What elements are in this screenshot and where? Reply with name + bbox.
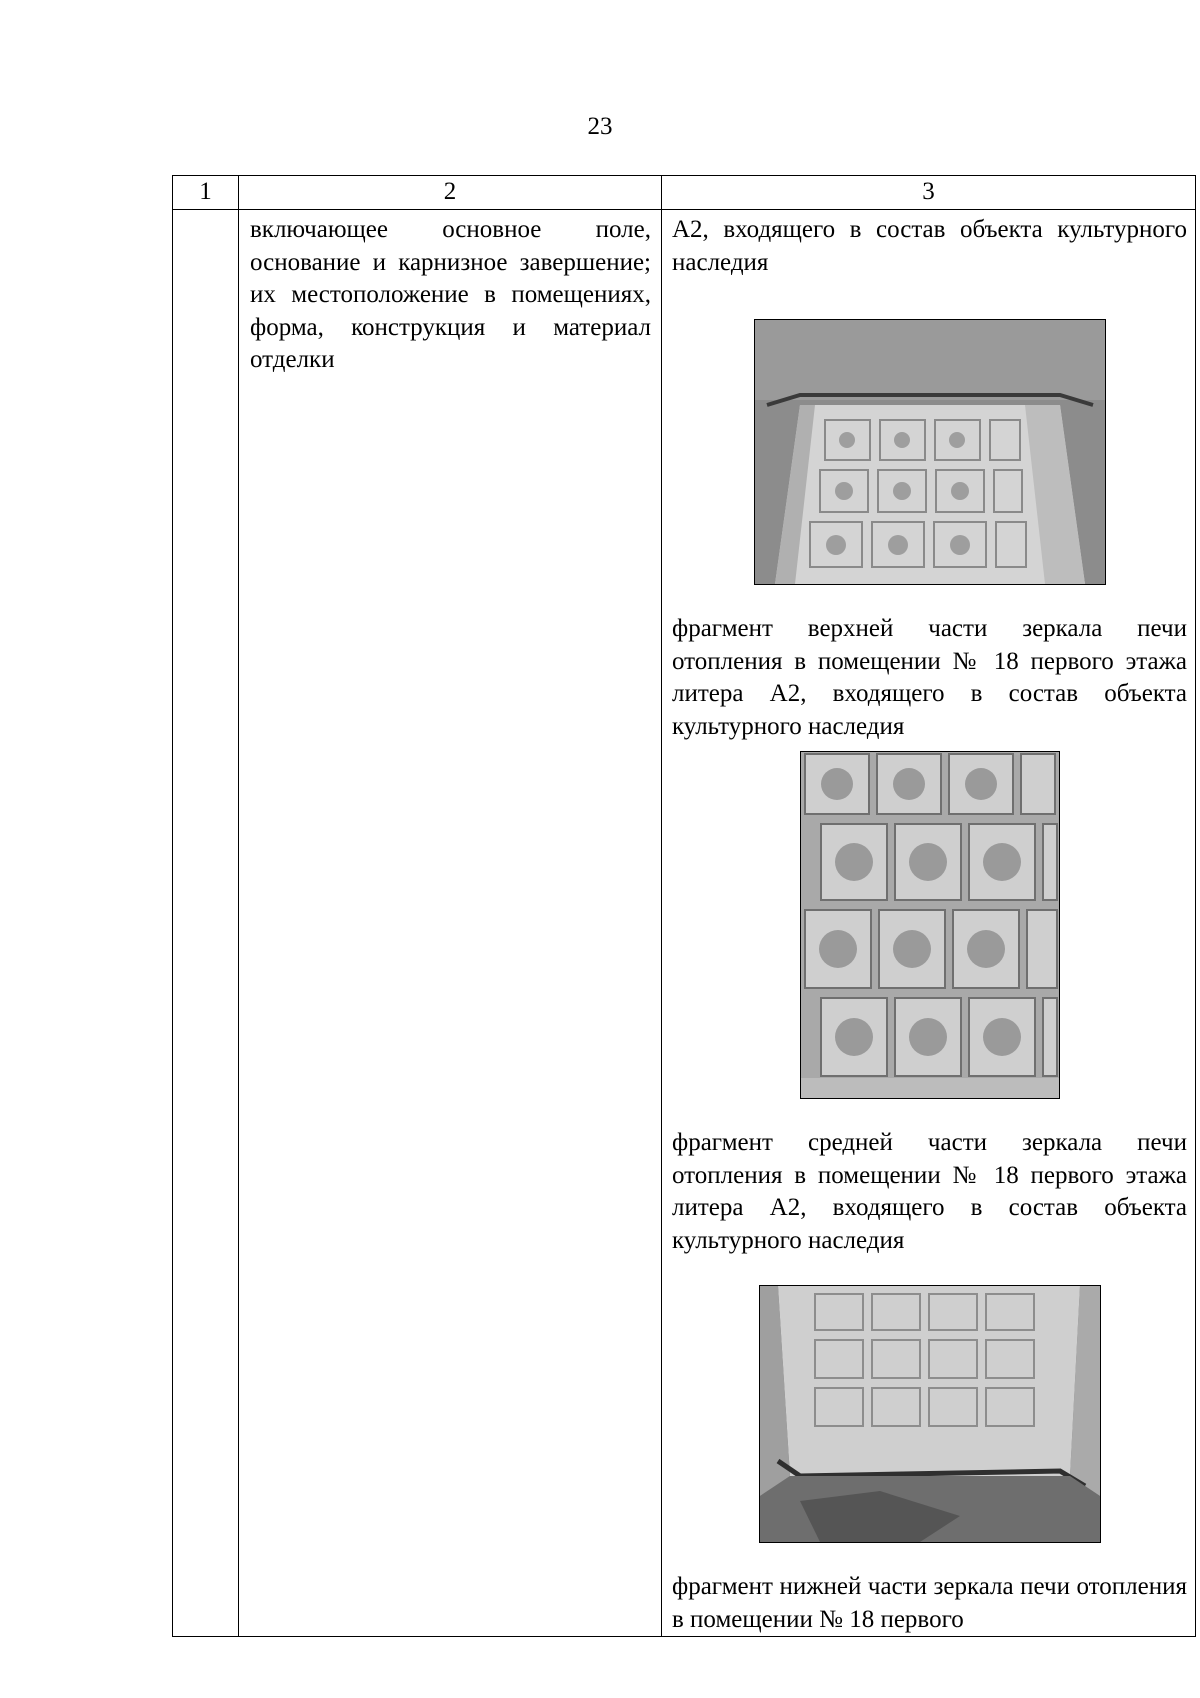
photo-caption-upper: фрагмент верхней части зеркала печи отопления в помещении № 18 первого этажа литера А2, входящего в состав объекта культурного наследия [672, 615, 1187, 740]
table-header-row [173, 176, 1196, 210]
stove-lower-photo [759, 1285, 1101, 1543]
photo-caption-middle: фрагмент средней части зеркала печи отопления в помещении № 18 первого этажа литера А2, входящего в состав объекта культурного наследия [672, 1129, 1187, 1254]
photo-caption-lower: фрагмент нижней части зеркала печи отопления в помещении № 18 первого [672, 1573, 1187, 1633]
cell-col-2 [239, 210, 662, 1637]
document-table [172, 175, 1196, 1637]
stove-middle-photo [800, 751, 1060, 1099]
header-col-3: 3 [662, 176, 1196, 210]
page-number: 23 [587, 113, 613, 140]
col2-text: включающее основное поле, основание и карнизное завершение; их местоположение в помещениях, форма, конструкция и материал отделки [250, 216, 651, 373]
header-col-2: 2 [239, 176, 662, 210]
table-row [173, 210, 1196, 1637]
cell-col-1 [173, 210, 239, 1637]
stove-upper-photo [754, 319, 1106, 585]
cell-col-3 [662, 210, 1196, 1637]
header-col-1: 1 [173, 176, 239, 210]
col3-intro-text: А2, входящего в состав объекта культурного наследия [672, 216, 1187, 276]
